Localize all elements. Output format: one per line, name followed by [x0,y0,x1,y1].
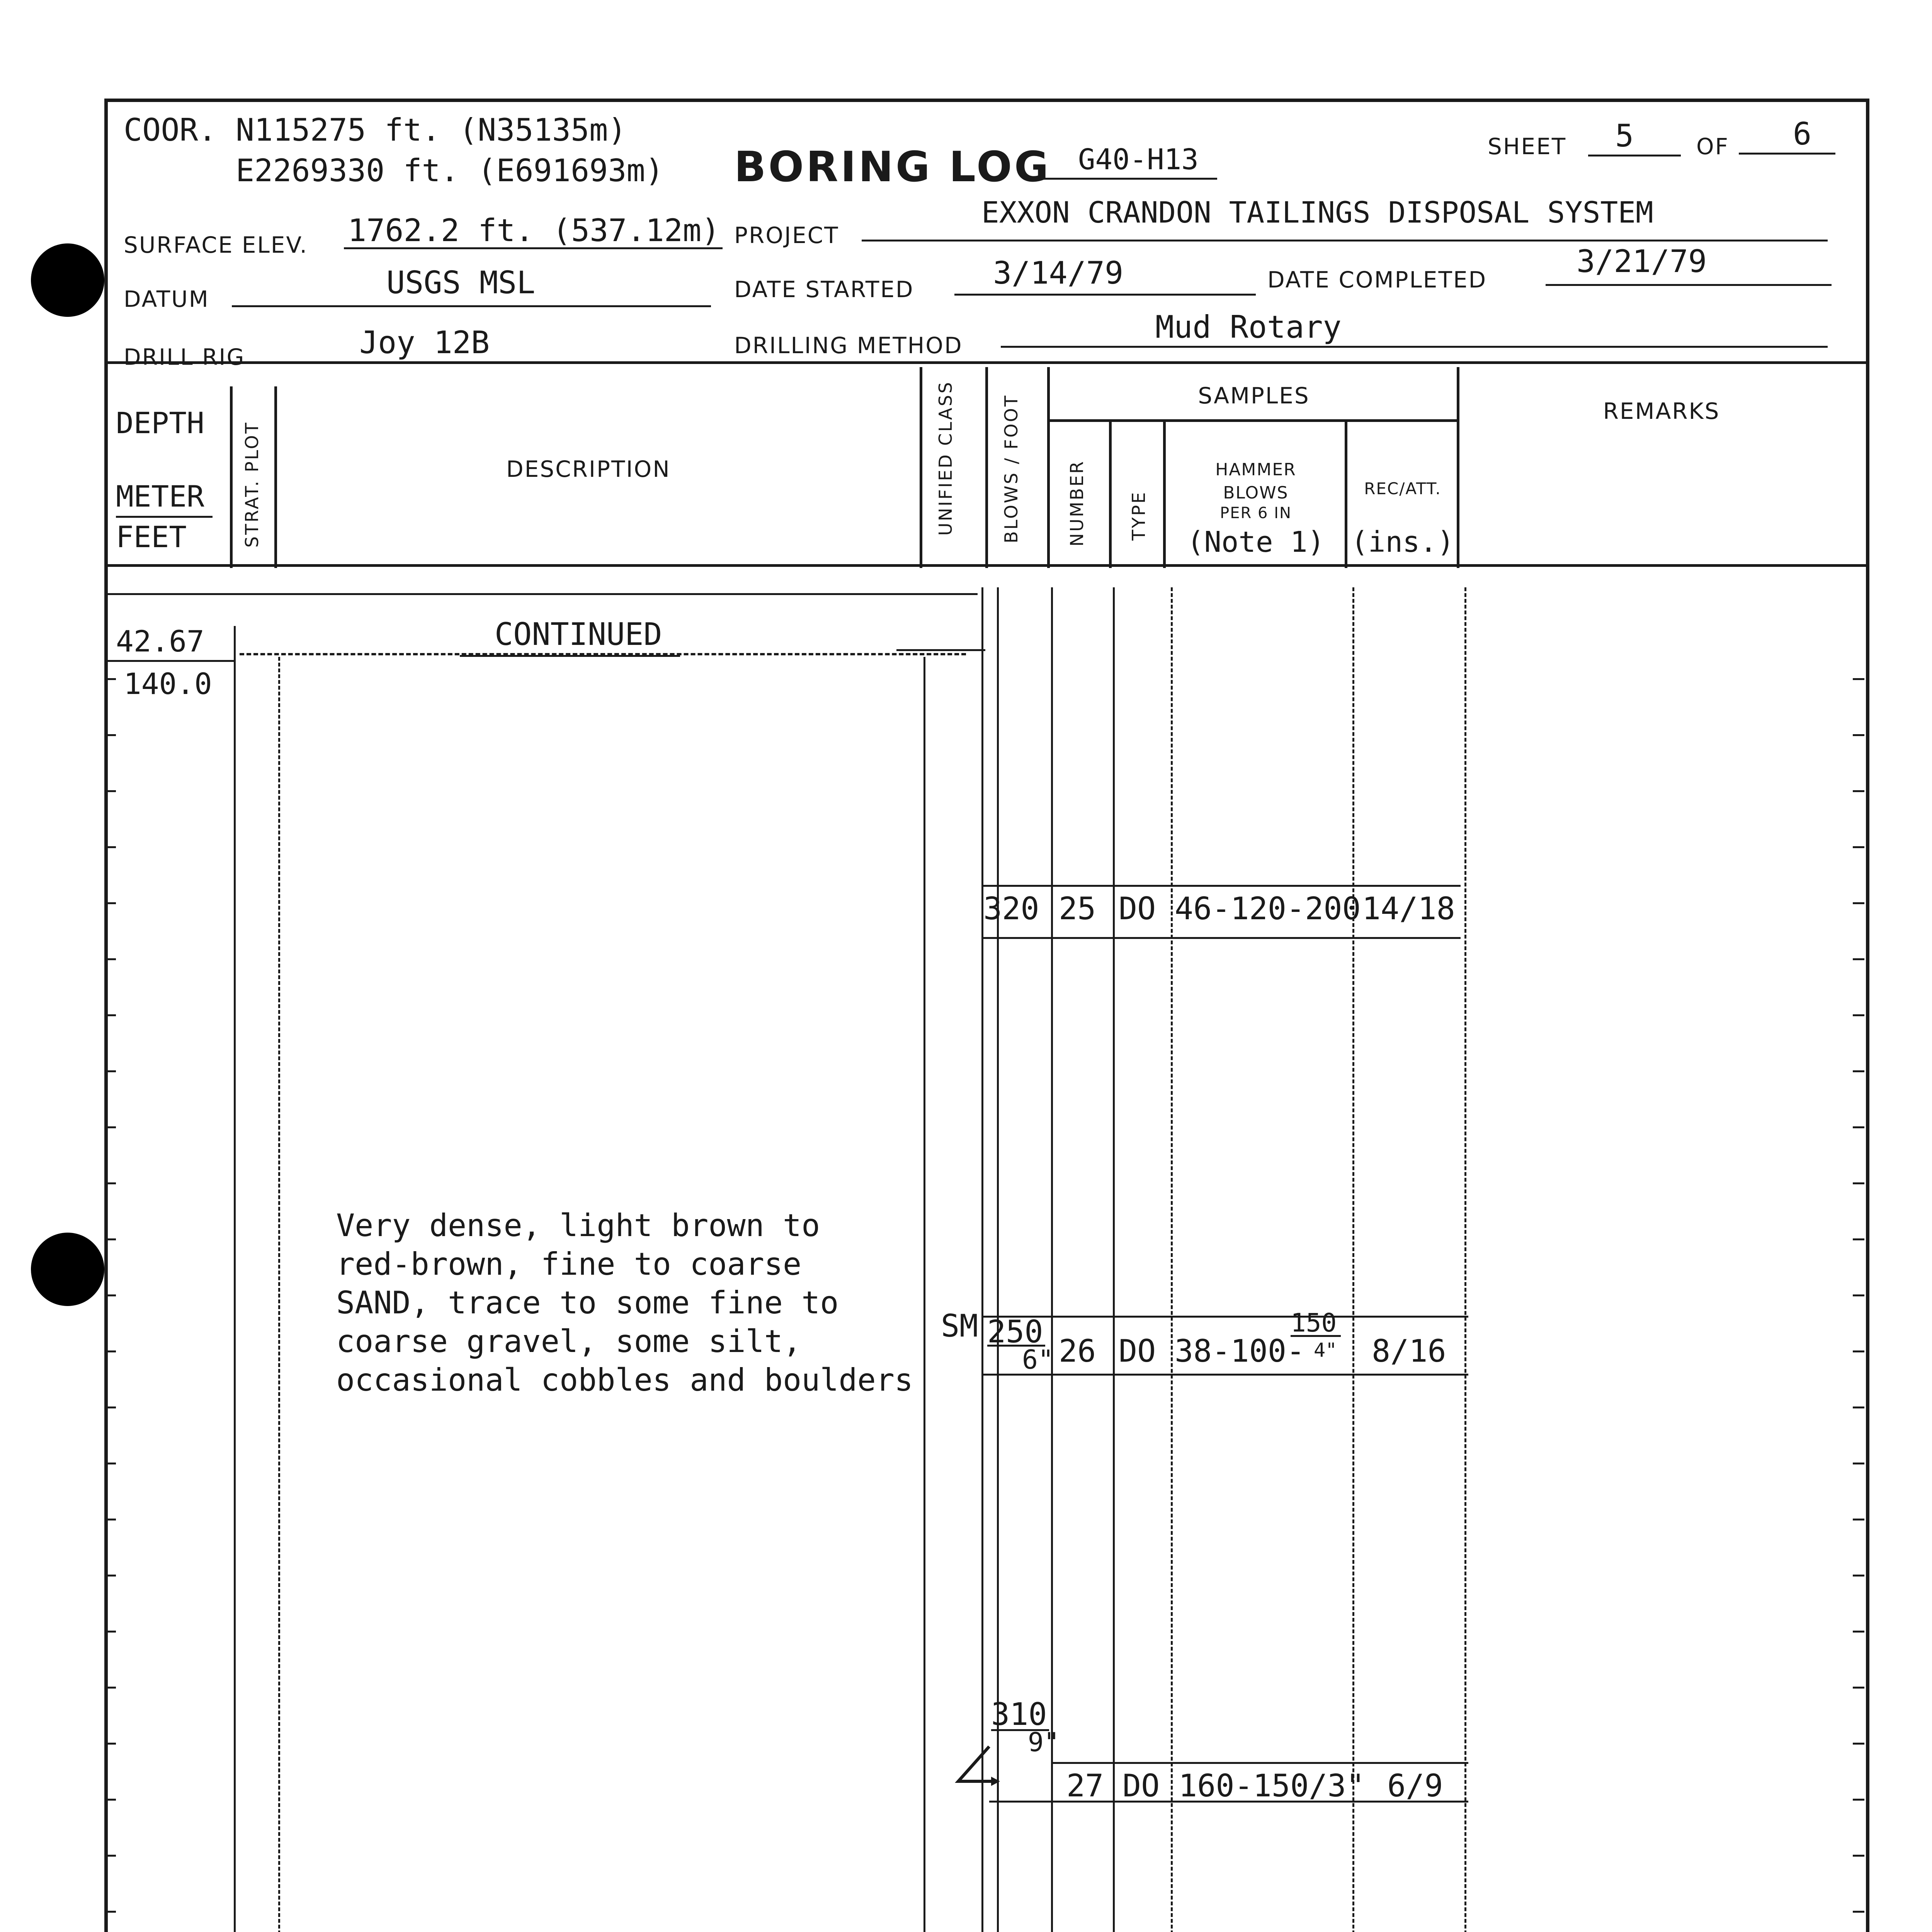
sample-26-rec: 8/16 [1372,1333,1446,1369]
date-completed-label: DATE COMPLETED [1267,267,1487,293]
col-divider-depth [230,386,233,568]
drilling-method-underline [1001,346,1828,348]
project-label: PROJECT [734,222,839,248]
date-completed-value: 3/21/79 [1577,243,1707,279]
surface-elev-label: SURFACE ELEV. [124,232,308,258]
sample-25-bottom-line [981,937,1461,939]
binder-hole-top [31,243,104,317]
surface-elev-underline [344,247,723,249]
date-started-label: DATE STARTED [734,276,914,303]
col-feet: FEET [116,520,187,554]
top-boundary-solid [896,649,985,651]
sample-26-number: 26 [1059,1333,1096,1369]
col-divider-unified [985,367,988,568]
date-started-underline [954,294,1256,296]
sample-27-blows-sub: 9" [1028,1727,1060,1758]
col-description: DESCRIPTION [506,456,671,482]
drilling-method-label: DRILLING METHOD [734,332,963,359]
sheet-total: 6 [1793,116,1812,152]
drilling-method-value: Mud Rotary [1155,309,1342,345]
sample-26-blows-sub: 6" [1022,1345,1054,1375]
coor-label: COOR. [124,112,217,148]
description-line-1: Very dense, light brown to [336,1208,820,1243]
datum-underline [232,305,711,307]
col-blows-foot: BLOWS / FOOT [1001,394,1022,544]
body-line-rec [1352,587,1354,1932]
sample-27-number: 27 [1066,1768,1104,1804]
col-unified-class: UNIFIED CLASS [935,381,956,536]
coor-north: N115275 ft. (N35135m) [236,112,627,148]
sheet-total-underline [1739,153,1835,155]
surface-elev-value: 1762.2 ft. (537.12m) [348,213,720,248]
date-started-value: 3/14/79 [993,255,1124,291]
sheet-number-underline [1588,155,1681,156]
top-depth-line [104,660,236,662]
meter-feet-divider [116,516,213,518]
col-divider-hammer [1345,419,1347,568]
datum-value: USGS MSL [386,265,536,301]
sample-25-blows: 320 [983,891,1039,927]
col-meter: METER [116,479,204,514]
body-line-strat [278,657,280,1932]
description-line-4: coarse gravel, some silt, [336,1323,802,1359]
samples-header-divider [1047,419,1457,422]
sample-27-arrow-icon [951,1743,1005,1797]
coor-east: E2269330 ft. (E691693m) [236,153,664,189]
col-divider-desc [920,367,922,568]
body-top-line [104,593,978,595]
sample-27-blows: 310 [991,1696,1047,1732]
top-depth-meter: 42.67 [116,624,204,658]
col-number: NUMBER [1066,460,1087,547]
sample-26-hammer-frac-top: 150 [1291,1308,1337,1338]
sample-25-top-line [981,885,1461,887]
col-strat-plot: STRAT. PLOT [242,421,262,548]
project-underline [862,240,1828,242]
page-title: BORING LOG [734,143,1051,191]
binder-hole-middle [31,1233,104,1306]
sample-26-blows: 250 [987,1314,1043,1350]
body-line-depth [234,626,236,1932]
body-line-desc [923,657,925,1932]
sample-25-rec: 14/18 [1362,891,1455,927]
sample-26-hammer-frac-bar [1291,1335,1341,1337]
col-divider-rec [1457,367,1459,568]
datum-label: DATUM [124,286,209,312]
sample-25-type: DO [1119,891,1156,927]
drill-rig-value: Joy 12B [359,325,490,361]
col-rec-units: (ins.) [1351,526,1454,559]
top-continued-underline [460,655,680,657]
sample-27-top-line [1051,1762,1468,1764]
body-line-remarks [1464,587,1466,1932]
boring-id-underline [1043,178,1217,180]
col-hammer-blows: BLOWS [1223,483,1289,503]
unified-class-value: SM [941,1308,978,1344]
sample-27-type: DO [1122,1768,1160,1804]
sample-27-hammer: 160-150/3" [1179,1768,1365,1804]
drill-rig-label: DRILL RIG [124,344,245,370]
project-value: EXXON CRANDON TAILINGS DISPOSAL SYSTEM [981,195,1653,230]
col-divider-number [1109,419,1112,568]
body-line-unified [981,587,983,1932]
col-hammer-per-6in: PER 6 IN [1220,504,1292,522]
col-remarks: REMARKS [1603,398,1720,424]
description-line-5: occasional cobbles and boulders [336,1362,913,1398]
of-label: OF [1696,133,1730,160]
body-line-type [1113,587,1115,1932]
col-samples: SAMPLES [1198,383,1310,409]
sample-26-hammer-frac-bot: 4" [1314,1339,1337,1361]
sample-26-top-line [981,1316,1468,1318]
col-divider-strat [274,386,277,568]
col-type: TYPE [1128,491,1149,541]
body-line-hammer [1171,587,1173,1932]
sample-27-bottom-line [989,1801,1468,1803]
sample-26-hammer: 38-100- [1175,1333,1305,1369]
date-completed-underline [1546,284,1832,286]
col-depth: DEPTH [116,406,204,440]
sample-27-rec: 6/9 [1387,1768,1443,1804]
boring-id: G40-H13 [1078,143,1199,176]
description-line-3: SAND, trace to some fine to [336,1285,839,1321]
col-rec-att: REC/ATT. [1364,479,1441,498]
sheet-number: 5 [1615,118,1634,154]
description-line-2: red-brown, fine to coarse [336,1246,802,1282]
col-hammer: HAMMER [1215,460,1296,480]
top-depth-feet: 140.0 [124,667,212,701]
col-divider-type [1163,419,1166,568]
col-divider-blows [1047,367,1050,568]
header-divider [104,361,1866,364]
col-hammer-note: (Note 1) [1187,526,1325,559]
top-continued-label: CONTINUED [495,616,662,652]
sheet-label: SHEET [1488,133,1567,160]
sample-25-hammer: 46-120-200 [1175,891,1361,927]
sample-26-bottom-line [981,1374,1468,1376]
sample-25-number: 25 [1059,891,1096,927]
sample-26-type: DO [1119,1333,1156,1369]
